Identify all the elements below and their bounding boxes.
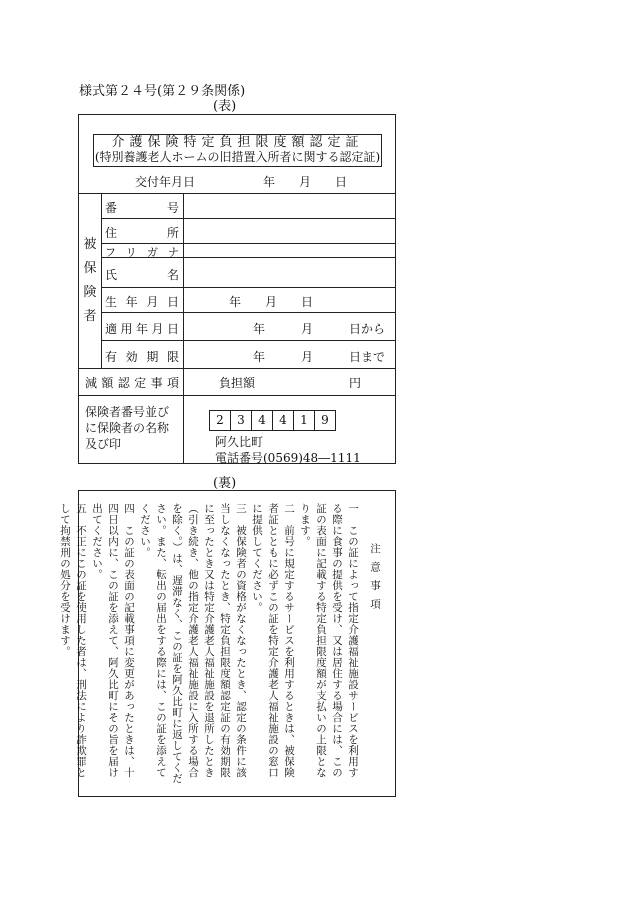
certificate-subtitle: (特別養護老人ホームの旧措置入所者に関する認定証)	[94, 150, 381, 164]
front-card	[78, 114, 396, 464]
note-item: 五 不正にこの証を使用した者は、刑法により詐欺罪として拘禁刑の処分を受けます。	[59, 503, 87, 778]
form-id: 様式第２４号(第２９条関係)	[79, 84, 246, 99]
insured-vertical-label: 被 保 険 者	[83, 236, 97, 324]
birth-date-value: 年 月 日	[229, 295, 314, 309]
note-item: 二 前号に規定するサービスを利用するときは、被保険者証とともに必ずこの証を特定介護老人福祉施設の窓口に提供してください。	[251, 503, 295, 778]
back-side-label: (裏)	[213, 476, 237, 491]
valid-period-label: 有効期限	[105, 350, 179, 364]
front-side-label: (表)	[213, 99, 237, 114]
notes-text	[57, 503, 383, 788]
note-item: 三 被保険者の資格がなくなったとき、認定の条件に該当しなくなったとき、特定負担限度額認定証の有効期限に至ったとき又は特定介護老人福祉施設を退所したとき（引き続き、他の指定介護老人福祉施設に入所する場合を除く。）は、遅滞なく、この証を阿久比町に返してください。また、転出の届出をする際には、この証を添えてください。	[139, 503, 247, 784]
insurer-phone: 電話番号(0569)48―1111	[215, 451, 361, 465]
applicable-date-label: 適用年月日	[105, 322, 179, 336]
certificate-title: 介護保険特定負担限度額認定証	[111, 135, 364, 150]
number-label: 番 号	[105, 201, 179, 215]
reduction-label: 減額認定事項	[85, 376, 179, 390]
issue-date-label: 交付年月日	[135, 175, 196, 189]
back-card	[59, 490, 396, 797]
issue-date-value: 年 月 日	[263, 175, 348, 189]
notes-heading: 注意事項	[369, 543, 381, 617]
burden-unit: 円	[349, 376, 362, 390]
name-label: 氏 名	[105, 268, 179, 282]
applicable-date-value: 年 月 日から	[253, 322, 386, 336]
burden-label: 負担額	[219, 376, 256, 390]
insurer-name: 阿久比町	[215, 435, 264, 449]
furigana-label: フリガナ	[105, 246, 179, 259]
note-item: 一 この証によって指定介護福祉施設サービスを利用する際に食事の提供を受け、又は居住する場合には、この証の表面に記載する特定負担限度額が支払いの上限となります。	[299, 503, 359, 778]
valid-period-value: 年 月 日まで	[253, 350, 386, 364]
address-label: 住 所	[105, 226, 179, 240]
insurer-label: 保険者番号並びに保険者の名称及び印	[85, 405, 170, 451]
insurer-number-boxes: 2 3 4 4 1 9	[209, 410, 336, 431]
note-item: 四 この証の表面の記載事項に変更があったときは、十四日以内に、この証を添えて、阿久比町にその旨を届け出てください。	[91, 503, 135, 778]
birth-date-label: 生年月日	[105, 295, 179, 309]
certificate-title-box	[93, 134, 382, 167]
